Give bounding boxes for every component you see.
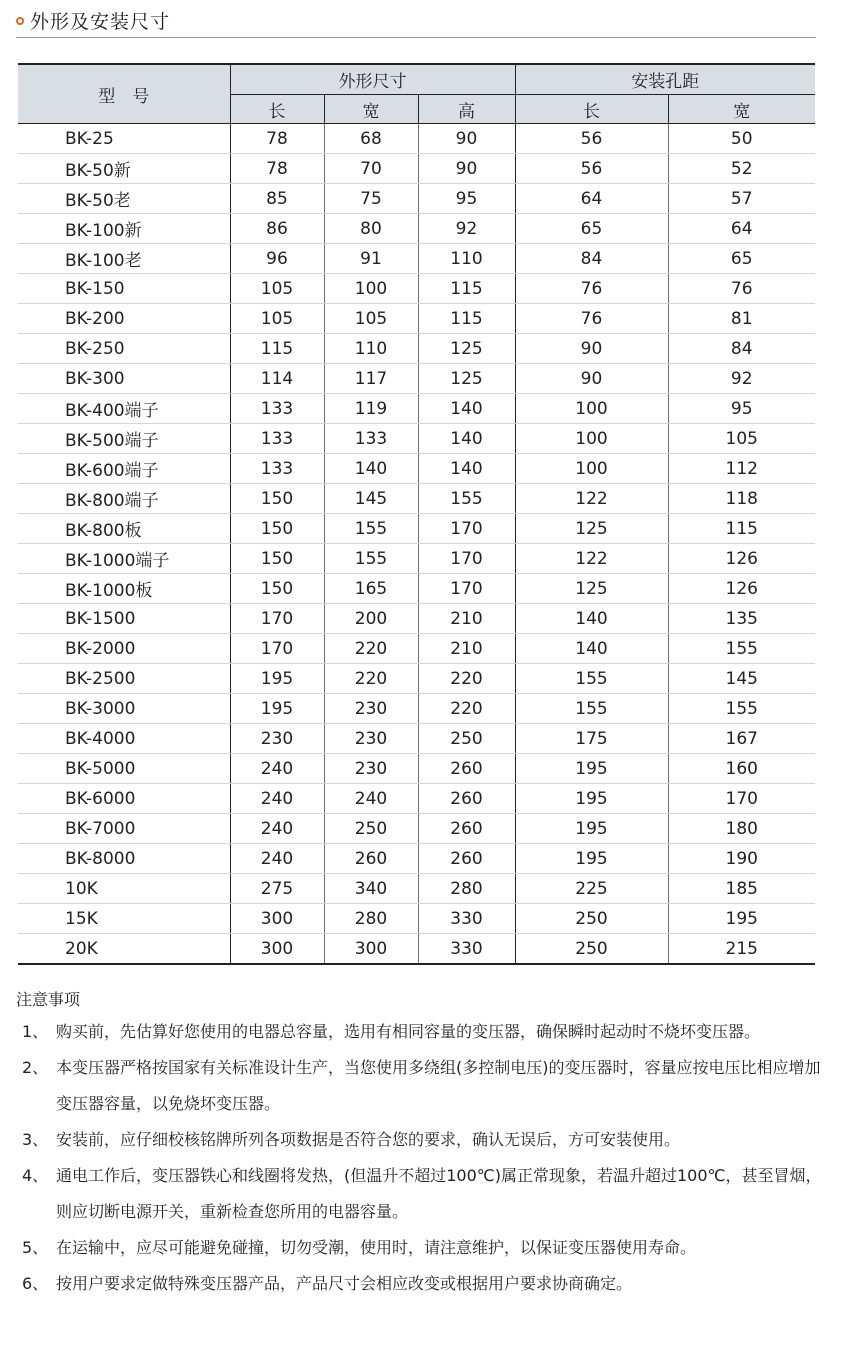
cell-width: 70 bbox=[324, 154, 418, 184]
table-row bbox=[18, 844, 815, 874]
cell-width: 300 bbox=[324, 934, 418, 965]
cell-width: 155 bbox=[324, 544, 418, 574]
column-header-dimensions: 外形尺寸 bbox=[230, 64, 515, 95]
cell-width: 80 bbox=[324, 214, 418, 244]
note-item bbox=[22, 1014, 828, 1050]
cell-height: 330 bbox=[418, 904, 515, 934]
cell-model: BK-1500 bbox=[18, 604, 230, 634]
table-row bbox=[18, 184, 815, 214]
cell-model: BK-400端子 bbox=[18, 394, 230, 424]
note-item bbox=[22, 1230, 828, 1266]
table-row bbox=[18, 634, 815, 664]
cell-model: BK-50新 bbox=[18, 154, 230, 184]
cell-mounting-width: 155 bbox=[668, 694, 815, 724]
cell-model: BK-5000 bbox=[18, 754, 230, 784]
cell-width: 240 bbox=[324, 784, 418, 814]
cell-model: BK-800端子 bbox=[18, 484, 230, 514]
table-row bbox=[18, 364, 815, 394]
cell-height: 140 bbox=[418, 454, 515, 484]
cell-height: 92 bbox=[418, 214, 515, 244]
note-number: 5、 bbox=[22, 1238, 49, 1257]
dimensions-table bbox=[18, 63, 815, 965]
cell-mounting-width: 160 bbox=[668, 754, 815, 784]
table-row bbox=[18, 724, 815, 754]
cell-width: 220 bbox=[324, 664, 418, 694]
cell-mounting-length: 195 bbox=[515, 814, 668, 844]
cell-length: 275 bbox=[230, 874, 324, 904]
cell-height: 115 bbox=[418, 274, 515, 304]
cell-mounting-length: 76 bbox=[515, 274, 668, 304]
cell-length: 133 bbox=[230, 394, 324, 424]
cell-width: 75 bbox=[324, 184, 418, 214]
cell-mounting-length: 175 bbox=[515, 724, 668, 754]
cell-length: 133 bbox=[230, 424, 324, 454]
section-title: 外形及安装尺寸 bbox=[30, 11, 171, 33]
cell-height: 260 bbox=[418, 844, 515, 874]
cell-mounting-width: 118 bbox=[668, 484, 815, 514]
cell-mounting-length: 84 bbox=[515, 244, 668, 274]
cell-height: 90 bbox=[418, 154, 515, 184]
cell-mounting-length: 56 bbox=[515, 124, 668, 154]
cell-model: BK-100老 bbox=[18, 244, 230, 274]
cell-width: 140 bbox=[324, 454, 418, 484]
notes-list bbox=[22, 1014, 828, 1302]
table-row bbox=[18, 604, 815, 634]
cell-length: 240 bbox=[230, 784, 324, 814]
cell-width: 100 bbox=[324, 274, 418, 304]
cell-mounting-width: 190 bbox=[668, 844, 815, 874]
cell-width: 220 bbox=[324, 634, 418, 664]
cell-height: 170 bbox=[418, 514, 515, 544]
cell-length: 240 bbox=[230, 754, 324, 784]
cell-model: BK-300 bbox=[18, 364, 230, 394]
note-text: 通电工作后，变压器铁心和线圈将发热，(但温升不超过100℃)属正常现象，若温升超过100℃，甚至冒烟，则应切断电源开关，重新检查您所用的电器容量。 bbox=[56, 1166, 822, 1221]
table-row bbox=[18, 454, 815, 484]
cell-height: 210 bbox=[418, 634, 515, 664]
cell-model: 10K bbox=[18, 874, 230, 904]
cell-mounting-width: 155 bbox=[668, 634, 815, 664]
table-row bbox=[18, 904, 815, 934]
cell-mounting-width: 65 bbox=[668, 244, 815, 274]
note-item bbox=[22, 1158, 828, 1230]
note-text: 本变压器严格按国家有关标准设计生产，当您使用多绕组(多控制电压)的变压器时，容量应按电压比相应增加变压器容量，以免烧坏变压器。 bbox=[56, 1058, 821, 1113]
cell-mounting-width: 115 bbox=[668, 514, 815, 544]
cell-model: BK-200 bbox=[18, 304, 230, 334]
note-text: 购买前，先估算好您使用的电器总容量，选用有相同容量的变压器，确保瞬时起动时不烧坏变压器。 bbox=[56, 1022, 761, 1041]
cell-mounting-width: 76 bbox=[668, 274, 815, 304]
cell-mounting-width: 180 bbox=[668, 814, 815, 844]
cell-model: BK-8000 bbox=[18, 844, 230, 874]
table-row bbox=[18, 514, 815, 544]
cell-width: 105 bbox=[324, 304, 418, 334]
cell-mounting-width: 64 bbox=[668, 214, 815, 244]
cell-mounting-length: 100 bbox=[515, 394, 668, 424]
cell-mounting-width: 57 bbox=[668, 184, 815, 214]
cell-length: 115 bbox=[230, 334, 324, 364]
cell-model: BK-150 bbox=[18, 274, 230, 304]
cell-mounting-length: 76 bbox=[515, 304, 668, 334]
cell-height: 260 bbox=[418, 814, 515, 844]
cell-mounting-length: 250 bbox=[515, 904, 668, 934]
cell-model: BK-100新 bbox=[18, 214, 230, 244]
cell-height: 110 bbox=[418, 244, 515, 274]
cell-height: 90 bbox=[418, 124, 515, 154]
cell-mounting-width: 84 bbox=[668, 334, 815, 364]
cell-length: 85 bbox=[230, 184, 324, 214]
cell-width: 91 bbox=[324, 244, 418, 274]
column-header-width: 宽 bbox=[324, 95, 418, 124]
cell-mounting-width: 92 bbox=[668, 364, 815, 394]
cell-mounting-length: 140 bbox=[515, 604, 668, 634]
table-row bbox=[18, 544, 815, 574]
cell-height: 260 bbox=[418, 784, 515, 814]
cell-width: 200 bbox=[324, 604, 418, 634]
table-row bbox=[18, 934, 815, 965]
cell-length: 150 bbox=[230, 484, 324, 514]
cell-length: 105 bbox=[230, 274, 324, 304]
cell-width: 250 bbox=[324, 814, 418, 844]
table-row bbox=[18, 274, 815, 304]
cell-width: 68 bbox=[324, 124, 418, 154]
cell-height: 260 bbox=[418, 754, 515, 784]
note-number: 1、 bbox=[22, 1022, 49, 1041]
note-item bbox=[22, 1050, 828, 1122]
cell-model: BK-500端子 bbox=[18, 424, 230, 454]
note-number: 3、 bbox=[22, 1130, 49, 1149]
cell-length: 150 bbox=[230, 544, 324, 574]
note-text: 安装前，应仔细校核铭牌所列各项数据是否符合您的要求，确认无误后，方可安装使用。 bbox=[56, 1130, 681, 1149]
cell-width: 145 bbox=[324, 484, 418, 514]
table-row bbox=[18, 244, 815, 274]
cell-mounting-width: 126 bbox=[668, 544, 815, 574]
cell-width: 340 bbox=[324, 874, 418, 904]
cell-model: BK-600端子 bbox=[18, 454, 230, 484]
cell-height: 95 bbox=[418, 184, 515, 214]
cell-mounting-length: 125 bbox=[515, 574, 668, 604]
cell-mounting-length: 195 bbox=[515, 844, 668, 874]
cell-model: BK-4000 bbox=[18, 724, 230, 754]
cell-width: 133 bbox=[324, 424, 418, 454]
cell-mounting-length: 100 bbox=[515, 424, 668, 454]
cell-model: BK-50老 bbox=[18, 184, 230, 214]
cell-mounting-length: 90 bbox=[515, 364, 668, 394]
cell-mounting-length: 195 bbox=[515, 784, 668, 814]
cell-length: 150 bbox=[230, 574, 324, 604]
table-row bbox=[18, 304, 815, 334]
circle-bullet-icon bbox=[16, 17, 24, 25]
cell-model: BK-7000 bbox=[18, 814, 230, 844]
cell-height: 155 bbox=[418, 484, 515, 514]
cell-mounting-width: 52 bbox=[668, 154, 815, 184]
cell-height: 125 bbox=[418, 334, 515, 364]
table-row bbox=[18, 214, 815, 244]
note-number: 2、 bbox=[22, 1058, 49, 1077]
cell-height: 330 bbox=[418, 934, 515, 965]
cell-width: 260 bbox=[324, 844, 418, 874]
cell-mounting-width: 126 bbox=[668, 574, 815, 604]
cell-model: 15K bbox=[18, 904, 230, 934]
cell-mounting-length: 122 bbox=[515, 544, 668, 574]
cell-mounting-length: 56 bbox=[515, 154, 668, 184]
cell-model: BK-1000端子 bbox=[18, 544, 230, 574]
table-row bbox=[18, 124, 815, 154]
cell-mounting-length: 140 bbox=[515, 634, 668, 664]
cell-width: 117 bbox=[324, 364, 418, 394]
cell-mounting-length: 65 bbox=[515, 214, 668, 244]
cell-length: 133 bbox=[230, 454, 324, 484]
table-row bbox=[18, 334, 815, 364]
cell-length: 78 bbox=[230, 154, 324, 184]
cell-height: 210 bbox=[418, 604, 515, 634]
cell-mounting-length: 122 bbox=[515, 484, 668, 514]
cell-length: 230 bbox=[230, 724, 324, 754]
cell-height: 125 bbox=[418, 364, 515, 394]
cell-model: BK-6000 bbox=[18, 784, 230, 814]
cell-mounting-width: 105 bbox=[668, 424, 815, 454]
cell-mounting-width: 167 bbox=[668, 724, 815, 754]
cell-length: 150 bbox=[230, 514, 324, 544]
cell-model: BK-3000 bbox=[18, 694, 230, 724]
cell-model: BK-1000板 bbox=[18, 574, 230, 604]
cell-height: 220 bbox=[418, 694, 515, 724]
cell-length: 114 bbox=[230, 364, 324, 394]
cell-mounting-width: 50 bbox=[668, 124, 815, 154]
cell-height: 140 bbox=[418, 424, 515, 454]
column-header-mounting: 安装孔距 bbox=[515, 64, 815, 95]
cell-mounting-length: 64 bbox=[515, 184, 668, 214]
cell-width: 230 bbox=[324, 724, 418, 754]
table-row bbox=[18, 874, 815, 904]
table-row bbox=[18, 424, 815, 454]
table-row bbox=[18, 154, 815, 184]
cell-height: 170 bbox=[418, 544, 515, 574]
table-row bbox=[18, 694, 815, 724]
cell-width: 230 bbox=[324, 694, 418, 724]
cell-mounting-length: 250 bbox=[515, 934, 668, 965]
cell-width: 119 bbox=[324, 394, 418, 424]
cell-length: 170 bbox=[230, 634, 324, 664]
notes-title: 注意事项 bbox=[16, 990, 81, 1009]
note-number: 4、 bbox=[22, 1166, 49, 1185]
cell-model: BK-800板 bbox=[18, 514, 230, 544]
cell-length: 195 bbox=[230, 664, 324, 694]
cell-mounting-length: 155 bbox=[515, 664, 668, 694]
table-row bbox=[18, 574, 815, 604]
column-header-mounting-length: 长 bbox=[515, 95, 668, 124]
cell-width: 155 bbox=[324, 514, 418, 544]
cell-length: 240 bbox=[230, 844, 324, 874]
cell-mounting-width: 145 bbox=[668, 664, 815, 694]
cell-model: BK-2500 bbox=[18, 664, 230, 694]
cell-length: 195 bbox=[230, 694, 324, 724]
cell-mounting-length: 100 bbox=[515, 454, 668, 484]
note-text: 按用户要求定做特殊变压器产品，产品尺寸会相应改变或根据用户要求协商确定。 bbox=[56, 1274, 633, 1293]
cell-height: 250 bbox=[418, 724, 515, 754]
note-item bbox=[22, 1122, 828, 1158]
cell-mounting-width: 81 bbox=[668, 304, 815, 334]
cell-height: 170 bbox=[418, 574, 515, 604]
table-body bbox=[18, 124, 815, 965]
cell-mounting-length: 125 bbox=[515, 514, 668, 544]
cell-mounting-width: 95 bbox=[668, 394, 815, 424]
cell-model: BK-250 bbox=[18, 334, 230, 364]
cell-model: 20K bbox=[65, 938, 98, 959]
section-header bbox=[16, 8, 816, 38]
cell-mounting-width: 170 bbox=[668, 784, 815, 814]
note-item bbox=[22, 1266, 828, 1302]
cell-height: 115 bbox=[418, 304, 515, 334]
table-row bbox=[18, 814, 815, 844]
cell-width: 280 bbox=[324, 904, 418, 934]
cell-mounting-width: 215 bbox=[668, 934, 815, 965]
cell-mounting-width: 195 bbox=[668, 904, 815, 934]
cell-length: 170 bbox=[230, 604, 324, 634]
cell-mounting-width: 185 bbox=[668, 874, 815, 904]
cell-length: 240 bbox=[230, 814, 324, 844]
table-row bbox=[18, 784, 815, 814]
cell-length: 105 bbox=[230, 304, 324, 334]
table-row bbox=[18, 484, 815, 514]
cell-width: 230 bbox=[324, 754, 418, 784]
cell-model: BK-25 bbox=[18, 124, 230, 154]
cell-length: 300 bbox=[230, 904, 324, 934]
table-row bbox=[18, 664, 815, 694]
cell-height: 140 bbox=[418, 394, 515, 424]
cell-length: 96 bbox=[230, 244, 324, 274]
column-header-height: 高 bbox=[418, 95, 515, 124]
cell-mounting-width: 135 bbox=[668, 604, 815, 634]
table-row bbox=[18, 754, 815, 784]
cell-mounting-length: 225 bbox=[515, 874, 668, 904]
column-header-length: 长 bbox=[230, 95, 324, 124]
column-header-mounting-width: 宽 bbox=[668, 95, 815, 124]
column-header-model: 型 号 bbox=[18, 64, 230, 124]
cell-length: 86 bbox=[230, 214, 324, 244]
note-text: 在运输中，应尽可能避免碰撞，切勿受潮，使用时，请注意维护，以保证变压器使用寿命。 bbox=[56, 1238, 697, 1257]
cell-mounting-width: 112 bbox=[668, 454, 815, 484]
cell-model: BK-2000 bbox=[18, 634, 230, 664]
cell-mounting-length: 90 bbox=[515, 334, 668, 364]
cell-mounting-length: 195 bbox=[515, 754, 668, 784]
cell-length: 300 bbox=[230, 934, 324, 965]
cell-width: 110 bbox=[324, 334, 418, 364]
cell-length: 78 bbox=[230, 124, 324, 154]
note-number: 6、 bbox=[22, 1274, 49, 1293]
cell-height: 220 bbox=[418, 664, 515, 694]
cell-mounting-length: 155 bbox=[515, 694, 668, 724]
table-row bbox=[18, 394, 815, 424]
cell-height: 280 bbox=[418, 874, 515, 904]
cell-width: 165 bbox=[324, 574, 418, 604]
